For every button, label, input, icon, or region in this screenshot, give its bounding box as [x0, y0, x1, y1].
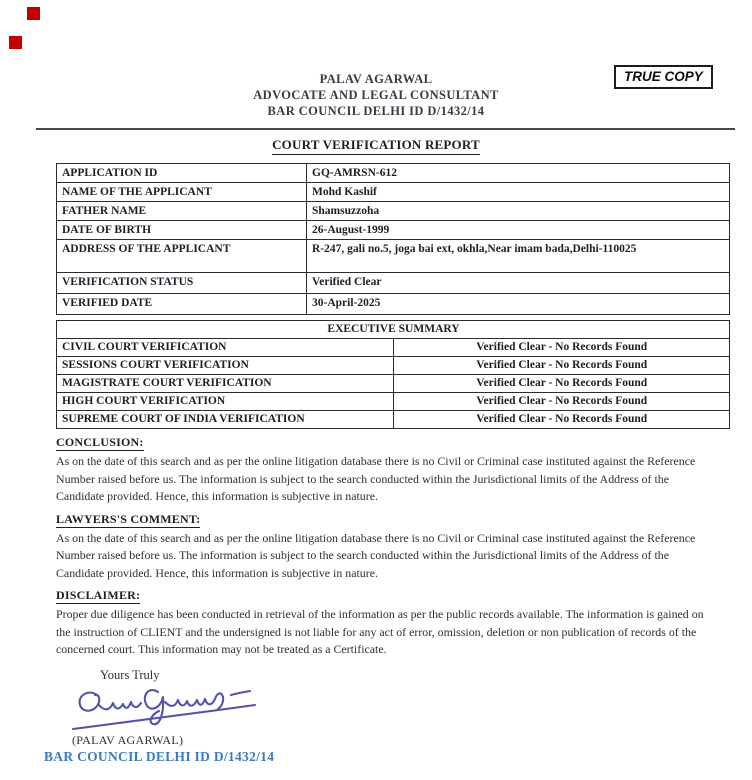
row-label: CIVIL COURT VERIFICATION [57, 339, 394, 357]
row-value: Shamsuzzoha [307, 202, 730, 221]
table-row [57, 221, 730, 240]
text-sections [56, 435, 720, 659]
table-row [57, 357, 730, 375]
table-row [57, 393, 730, 411]
disclaimer-heading: DISCLAIMER: [56, 588, 141, 602]
advocate-role: ADVOCATE AND LEGAL CONSULTANT [253, 88, 499, 102]
row-label: DATE OF BIRTH [57, 221, 307, 240]
lawyers-comment-heading: LAWYERS'S COMMENT: [56, 511, 201, 526]
table-row [57, 411, 730, 429]
page-title: COURT VERIFICATION REPORT [0, 137, 752, 155]
table-row [57, 375, 730, 393]
signature [68, 685, 268, 733]
row-value: R-247, gali no.5, joga bai ext, okhla,Near imam bada,Delhi-110025 [307, 240, 730, 273]
table-row [57, 294, 730, 315]
letterhead-bar-id: BAR COUNCIL DELHI ID D/1432/14 [267, 104, 485, 118]
row-label: HIGH COURT VERIFICATION [57, 393, 394, 411]
row-label: SUPREME COURT OF INDIA VERIFICATION [57, 411, 394, 429]
table-row [57, 240, 730, 273]
signer-bar-id: BAR COUNCIL DELHI ID D/1432/14 [44, 748, 275, 764]
advocate-name: PALAV AGARWAL [319, 72, 433, 86]
lawyers-comment-body: As on the date of this search and as per the online litigation database there is no Civil or Criminal case instituted against the Reference Number raised before us. The information is subject to the search conducted within the Jurisdictional limits of the Address of the Candidate provided. Hence, this information is subjective in nature. [56, 530, 696, 580]
summary-header-row [57, 321, 730, 339]
red-mark-top [27, 7, 40, 20]
conclusion-heading: CONCLUSION: [56, 435, 144, 449]
row-label: MAGISTRATE COURT VERIFICATION [57, 375, 394, 393]
row-value: 30-April-2025 [307, 294, 730, 315]
executive-summary-table [56, 320, 730, 429]
row-label: SESSIONS COURT VERIFICATION [57, 357, 394, 375]
salutation: Yours Truly [100, 667, 160, 682]
table-row [57, 183, 730, 202]
row-label: ADDRESS OF THE APPLICANT [57, 240, 307, 273]
row-label: FATHER NAME [57, 202, 307, 221]
row-value: Verified Clear - No Records Found [393, 393, 730, 411]
row-value: 26-August-1999 [307, 221, 730, 240]
conclusion-body: As on the date of this search and as per the online litigation database there is no Civil or Criminal case instituted against the Reference Number raised before us. The information is subject to the search conducted within the Jurisdictional limits of the Address of the Candidate provided. Hence, this information is subjective in nature. [56, 454, 696, 503]
row-value: Mohd Kashif [307, 183, 730, 202]
row-value: Verified Clear - No Records Found [393, 339, 730, 357]
disclaimer-body: Proper due diligence has been conducted in retrieval of the information as per the public records available. The information is gained on the instruction of CLIENT and the undersigned is not liable for any act of error, omission, deletion or non publication of records of the concerned court. This information may not be treated as a Certificate. [56, 607, 704, 656]
table-row [57, 164, 730, 183]
row-label: NAME OF THE APPLICANT [57, 183, 307, 202]
row-label: VERIFICATION STATUS [57, 273, 307, 294]
row-value: Verified Clear [307, 273, 730, 294]
red-mark-left [9, 36, 22, 49]
row-value: Verified Clear - No Records Found [393, 375, 730, 393]
row-value: Verified Clear - No Records Found [393, 357, 730, 375]
row-value: GQ-AMRSN-612 [307, 164, 730, 183]
table-row [57, 202, 730, 221]
row-label: APPLICATION ID [57, 164, 307, 183]
header-divider [36, 128, 735, 130]
row-label: VERIFIED DATE [57, 294, 307, 315]
summary-heading: EXECUTIVE SUMMARY [57, 321, 730, 339]
row-value: Verified Clear - No Records Found [393, 411, 730, 429]
signer-name: (PALAV AGARWAL) [72, 732, 184, 747]
applicant-table [56, 163, 730, 315]
table-row [57, 339, 730, 357]
letterhead [0, 0, 752, 119]
table-row [57, 273, 730, 294]
true-copy-stamp: TRUE COPY [614, 65, 713, 89]
